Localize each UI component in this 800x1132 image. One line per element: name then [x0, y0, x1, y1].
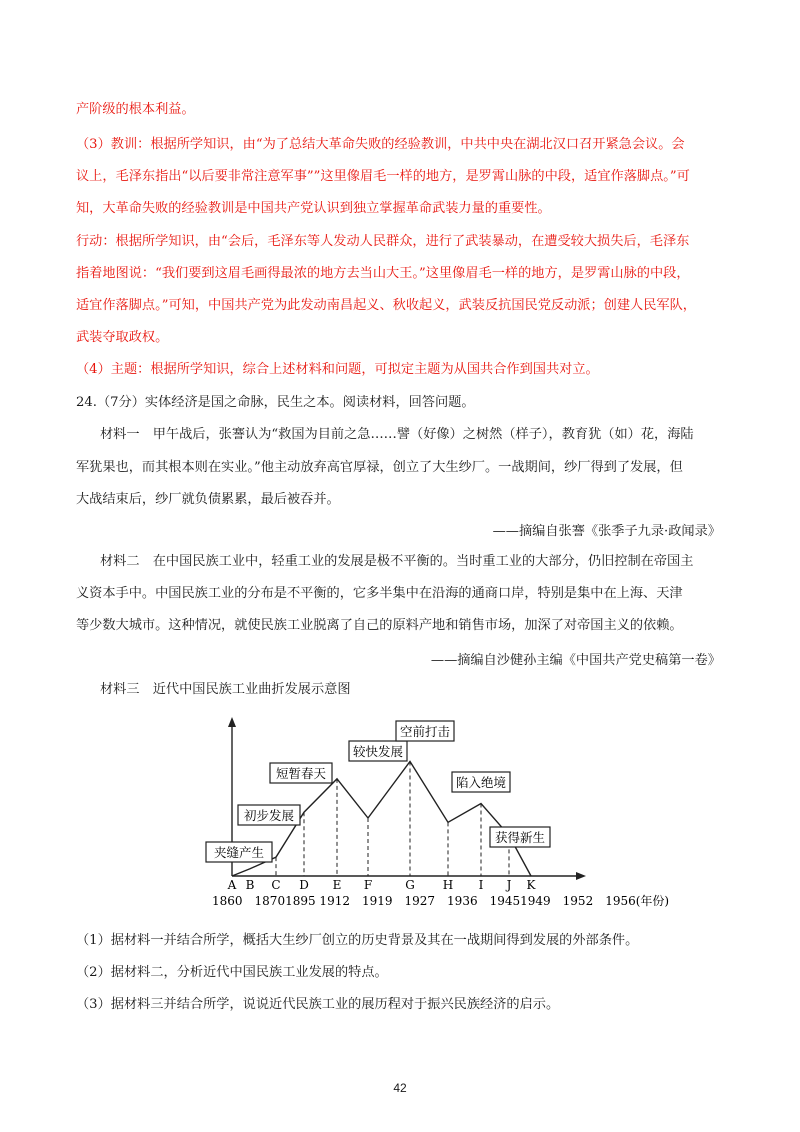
- material-1-line: 大战结束后，纱厂就负债累累，最后被吞并。: [76, 492, 340, 507]
- x-letter-label: F: [363, 878, 373, 892]
- answer-line: 适宜作落脚点。”可知，中国共产党为此发动南昌起义、秋收起义，武装反抗国民党反动派；创建人民军队，: [76, 298, 696, 313]
- x-letter-label: D: [299, 878, 309, 892]
- answer-line: 武装夺取政权。: [76, 330, 169, 345]
- page-number: 42: [393, 1081, 407, 1095]
- answer-line: 行动：根据所学知识，由“会后，毛泽东等人发动人民群众，进行了武装暴动，在遭受较大损失后，毛泽东: [76, 234, 690, 249]
- material-2-line: 材料二 在中国民族工业中，轻重工业的发展是极不平衡的。当时重工业的大部分，仍旧控制在帝国主: [100, 554, 694, 569]
- industry-development-chart: [200, 705, 670, 915]
- x-letter-label: K: [526, 878, 536, 892]
- question-header: 24.（7分）实体经济是国之命脉，民生之本。阅读材料，回答问题。: [76, 395, 475, 410]
- y-axis-arrow: [228, 717, 236, 727]
- chart-year-labels: 1860 18701895 1912 1919 1927 1936 19451949 1952 1956(年份): [212, 894, 670, 908]
- x-letter-label: E: [332, 878, 342, 892]
- material-2-source: ——摘编自沙健孙主编《中国共产党史稿第一卷》: [430, 653, 721, 668]
- answer-line: 议上，毛泽东指出“以后要非常注意军事””这里像眉毛一样的地方，是罗霄山脉的中段，适宜作落脚点。”可: [76, 169, 690, 184]
- sub-question-2: （2）据材料二，分析近代中国民族工业发展的特点。: [76, 965, 388, 980]
- answer-line: （4）主题：根据所学知识，综合上述材料和问题，可拟定主题为从国共合作到国共对立。: [76, 362, 599, 377]
- x-letter-label: B: [245, 878, 255, 892]
- material-1-line: 材料一 甲午战后，张謇认为“救国为目前之急……譬（好像）之树然（样子），教育犹（如）花，海陆: [100, 427, 694, 442]
- stage-label: 初步发展: [243, 808, 295, 823]
- stage-label: 较快发展: [352, 744, 404, 759]
- x-letter-label: A: [227, 878, 237, 892]
- x-letter-label: I: [478, 878, 484, 892]
- chart-stage-labels: [206, 721, 550, 862]
- material-1-source: ——摘编自张謇《张季子九录·政闻录》: [492, 524, 721, 539]
- x-letter-label: J: [506, 878, 512, 892]
- sub-question-1: （1）据材料一并结合所学，概括大生纱厂创立的历史背景及其在一战期间得到发展的外部条件。: [76, 933, 639, 948]
- stage-label: 获得新生: [494, 830, 546, 845]
- stage-label: 短暂春天: [275, 766, 327, 781]
- x-letter-label: H: [442, 878, 454, 892]
- answer-line: 知，大革命失败的经验教训是中国共产党认识到独立掌握革命武装力量的重要性。: [76, 201, 551, 216]
- stage-label: 空前打击: [399, 724, 451, 739]
- x-letter-label: C: [271, 878, 281, 892]
- stage-label: 夹缝产生: [213, 845, 265, 860]
- answer-line: 产阶级的根本利益。: [76, 102, 195, 117]
- stage-label: 陷入绝境: [455, 775, 507, 790]
- x-axis-arrow: [576, 872, 586, 880]
- x-letter-label: G: [405, 878, 415, 892]
- sub-question-3: （3）据材料三并结合所学，说说近代民族工业的展历程对于振兴民族经济的启示。: [76, 997, 560, 1012]
- material-2-line: 等少数大城市。这种情况，就使民族工业脱离了自己的原料产地和销售市场，加深了对帝国主义的依赖。: [76, 618, 683, 633]
- answer-line: （3）教训：根据所学知识，由“为了总结大革命失败的经验教训，中共中央在湖北汉口召开紧急会议。会: [76, 137, 685, 152]
- chart-x-letters: [227, 878, 537, 892]
- material-1-line: 军犹果也，而其根本则在实业。”他主动放弃高官厚禄，创立了大生纱厂。一战期间，纱厂得到了发展，但: [76, 460, 683, 475]
- material-2-line: 义资本手中。中国民族工业的分布是不平衡的，它多半集中在沿海的通商口岸，特别是集中在上海、天津: [76, 586, 683, 601]
- material-3-title: 材料三 近代中国民族工业曲折发展示意图: [100, 682, 351, 697]
- answer-line: 指着地图说：“我们要到这眉毛画得最浓的地方去当山大王。”这里像眉毛一样的地方，是罗霄山脉的中段，: [76, 266, 690, 281]
